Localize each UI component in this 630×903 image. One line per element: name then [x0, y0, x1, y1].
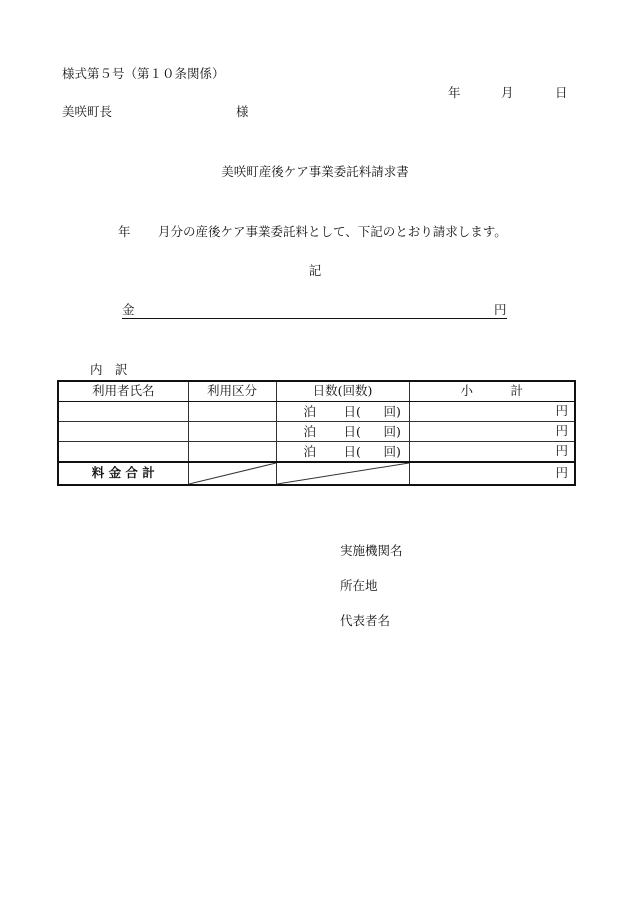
- nights-label: 泊: [303, 444, 317, 459]
- date-month: 月: [501, 85, 514, 100]
- total-days-slashed: [276, 462, 409, 485]
- total-row: [58, 462, 575, 485]
- address-label: 所在地: [340, 578, 378, 593]
- nights-label: 泊: [303, 404, 317, 419]
- days-label: 日(: [343, 444, 361, 459]
- cell-subtotal[interactable]: 円: [409, 442, 575, 463]
- cell-user-name[interactable]: [58, 442, 188, 463]
- addressee-name: 美咲町長: [62, 104, 113, 119]
- document-title: 美咲町産後ケア事業委託料請求書: [221, 164, 409, 179]
- cell-category[interactable]: [188, 442, 276, 463]
- days-label: 日(: [343, 424, 361, 439]
- cell-days[interactable]: [276, 422, 409, 442]
- header-user-name: 利用者氏名: [58, 381, 188, 402]
- times-label: 回): [383, 424, 401, 439]
- breakdown-table: [57, 380, 576, 486]
- nights-label: 泊: [303, 424, 317, 439]
- breakdown-label: 内 訳: [90, 362, 128, 377]
- cell-days[interactable]: [276, 442, 409, 463]
- statement-year: 年: [118, 224, 131, 239]
- cell-subtotal[interactable]: 円: [409, 422, 575, 442]
- cell-category[interactable]: [188, 422, 276, 442]
- header-subtotal: 小 計: [409, 381, 575, 402]
- header-category: 利用区分: [188, 381, 276, 402]
- header-days: 日数(回数): [276, 381, 409, 402]
- date-day: 日: [555, 85, 568, 100]
- cell-subtotal[interactable]: 円: [409, 402, 575, 422]
- times-label: 回): [383, 404, 401, 419]
- statement-body: 月分の産後ケア事業委託料として、下記のとおり請求します。: [158, 224, 507, 239]
- addressee-honorific: 様: [236, 104, 249, 119]
- total-category-slashed: [188, 462, 276, 485]
- days-label: 日(: [343, 404, 361, 419]
- table-row: [58, 442, 575, 463]
- total-amount[interactable]: 円: [409, 462, 575, 485]
- amount-prefix: 金: [122, 302, 135, 317]
- total-label: 料 金 合 計: [58, 462, 188, 485]
- representative-label: 代表者名: [340, 613, 391, 628]
- cell-user-name[interactable]: [58, 422, 188, 442]
- table-row: [58, 402, 575, 422]
- cell-user-name[interactable]: [58, 402, 188, 422]
- date-year: 年: [448, 85, 461, 100]
- ki-label: 記: [308, 263, 322, 278]
- cell-days[interactable]: [276, 402, 409, 422]
- amount-underline: [122, 318, 507, 319]
- times-label: 回): [383, 444, 401, 459]
- table-row: [58, 422, 575, 442]
- institution-name-label: 実施機関名: [340, 543, 403, 558]
- amount-suffix: 円: [494, 302, 507, 317]
- table-header-row: [58, 381, 575, 402]
- form-number: 様式第５号（第１０条関係）: [62, 66, 225, 81]
- cell-category[interactable]: [188, 402, 276, 422]
